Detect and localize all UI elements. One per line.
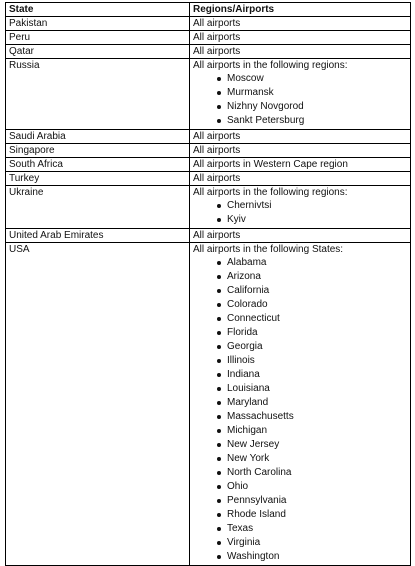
bullet-icon (217, 443, 221, 447)
list-item (217, 72, 407, 86)
list-item (217, 340, 407, 354)
regions-text: All airports in Western Cape region (193, 159, 348, 170)
bullet-icon (217, 471, 221, 475)
regions-text: All airports (193, 32, 241, 43)
bullet-icon (217, 105, 221, 109)
list-item (217, 438, 407, 452)
bullet-icon (217, 119, 221, 123)
list-item (217, 550, 407, 564)
header-regions: Regions/Airports (190, 3, 411, 17)
list-item-label: Kyiv (227, 214, 246, 225)
region-list (193, 199, 407, 227)
regions-cell (190, 158, 411, 172)
table-row (6, 31, 411, 45)
bullet-icon (217, 457, 221, 461)
list-item-label: Illinois (227, 355, 255, 366)
list-item-label: Rhode Island (227, 509, 286, 520)
regions-text: All airports (193, 131, 241, 142)
list-item-label: Florida (227, 327, 258, 338)
list-item (217, 396, 407, 410)
list-item (217, 354, 407, 368)
table-row (6, 130, 411, 144)
regions-cell (190, 130, 411, 144)
state-cell: Peru (6, 31, 190, 45)
bullet-icon (217, 359, 221, 363)
bullet-icon (217, 218, 221, 222)
header-row (6, 3, 411, 17)
bullet-icon (217, 527, 221, 531)
list-item (217, 522, 407, 536)
regions-cell (190, 186, 411, 229)
bullet-icon (217, 204, 221, 208)
list-item-label: Maryland (227, 397, 269, 408)
bullet-icon (217, 275, 221, 279)
list-item (217, 199, 407, 213)
list-item-label: Connecticut (227, 313, 280, 324)
state-cell: Russia (6, 59, 190, 130)
list-item-label: Murmansk (227, 87, 274, 98)
list-item (217, 284, 407, 298)
bullet-icon (217, 345, 221, 349)
list-item (217, 466, 407, 480)
bullet-icon (217, 317, 221, 321)
regions-text: All airports in the following States: (193, 244, 344, 255)
list-item-label: Arizona (227, 271, 261, 282)
state-cell: Ukraine (6, 186, 190, 229)
bullet-icon (217, 429, 221, 433)
table-row (6, 158, 411, 172)
regions-text: All airports in the following regions: (193, 187, 348, 198)
list-item-label: Washington (227, 551, 280, 562)
list-item (217, 410, 407, 424)
bullet-icon (217, 415, 221, 419)
state-cell: Turkey (6, 172, 190, 186)
bullet-icon (217, 373, 221, 377)
state-cell: United Arab Emirates (6, 229, 190, 243)
list-item (217, 508, 407, 522)
list-item (217, 100, 407, 114)
list-item-label: New Jersey (227, 439, 280, 450)
list-item-label: Georgia (227, 341, 263, 352)
bullet-icon (217, 513, 221, 517)
bullet-icon (217, 555, 221, 559)
state-cell: Singapore (6, 144, 190, 158)
list-item (217, 424, 407, 438)
bullet-icon (217, 499, 221, 503)
list-item (217, 368, 407, 382)
regions-cell (190, 31, 411, 45)
regions-cell (190, 17, 411, 31)
table-header (6, 3, 411, 17)
list-item-label: North Carolina (227, 467, 292, 478)
state-cell: Qatar (6, 45, 190, 59)
region-list (193, 256, 407, 564)
list-item-label: Chernivtsi (227, 200, 272, 211)
list-item (217, 326, 407, 340)
bullet-icon (217, 541, 221, 545)
table-body (6, 17, 411, 566)
header-state: State (6, 3, 190, 17)
list-item (217, 312, 407, 326)
state-cell: Pakistan (6, 17, 190, 31)
list-item (217, 480, 407, 494)
regions-cell (190, 59, 411, 130)
regions-text: All airports (193, 173, 241, 184)
table-row (6, 17, 411, 31)
bullet-icon (217, 303, 221, 307)
list-item (217, 270, 407, 284)
regions-cell (190, 144, 411, 158)
table-row (6, 59, 411, 130)
regions-cell (190, 172, 411, 186)
bullet-icon (217, 77, 221, 81)
table-row (6, 45, 411, 59)
bullet-icon (217, 387, 221, 391)
regions-text: All airports in the following regions: (193, 60, 348, 71)
list-item (217, 494, 407, 508)
regions-text: All airports (193, 18, 241, 29)
bullet-icon (217, 289, 221, 293)
list-item (217, 256, 407, 270)
regions-table (5, 2, 411, 566)
list-item-label: Texas (227, 523, 254, 534)
bullet-icon (217, 331, 221, 335)
list-item-label: Ohio (227, 481, 249, 492)
table-row (6, 243, 411, 566)
list-item-label: Indiana (227, 369, 260, 380)
table-row (6, 186, 411, 229)
list-item (217, 114, 407, 128)
list-item (217, 298, 407, 312)
list-item (217, 213, 407, 227)
regions-cell (190, 243, 411, 566)
state-cell: South Africa (6, 158, 190, 172)
table-row (6, 172, 411, 186)
list-item-label: Colorado (227, 299, 268, 310)
list-item-label: Sankt Petersburg (227, 115, 305, 126)
bullet-icon (217, 485, 221, 489)
list-item-label: Moscow (227, 73, 264, 84)
bullet-icon (217, 401, 221, 405)
list-item-label: New York (227, 453, 270, 464)
table-row (6, 229, 411, 243)
list-item-label: California (227, 285, 270, 296)
list-item-label: Pennsylvania (227, 495, 287, 506)
list-item (217, 452, 407, 466)
regions-text: All airports (193, 230, 241, 241)
regions-cell (190, 45, 411, 59)
state-cell: Saudi Arabia (6, 130, 190, 144)
list-item (217, 86, 407, 100)
list-item-label: Massachusetts (227, 411, 294, 422)
bullet-icon (217, 91, 221, 95)
list-item-label: Michigan (227, 425, 268, 436)
regions-text: All airports (193, 46, 241, 57)
table-row (6, 144, 411, 158)
list-item-label: Alabama (227, 257, 267, 268)
list-item-label: Louisiana (227, 383, 270, 394)
bullet-icon (217, 261, 221, 265)
list-item-label: Nizhny Novgorod (227, 101, 304, 112)
state-cell: USA (6, 243, 190, 566)
regions-cell (190, 229, 411, 243)
regions-text: All airports (193, 145, 241, 156)
list-item-label: Virginia (227, 537, 261, 548)
region-list (193, 72, 407, 128)
list-item (217, 382, 407, 396)
list-item (217, 536, 407, 550)
